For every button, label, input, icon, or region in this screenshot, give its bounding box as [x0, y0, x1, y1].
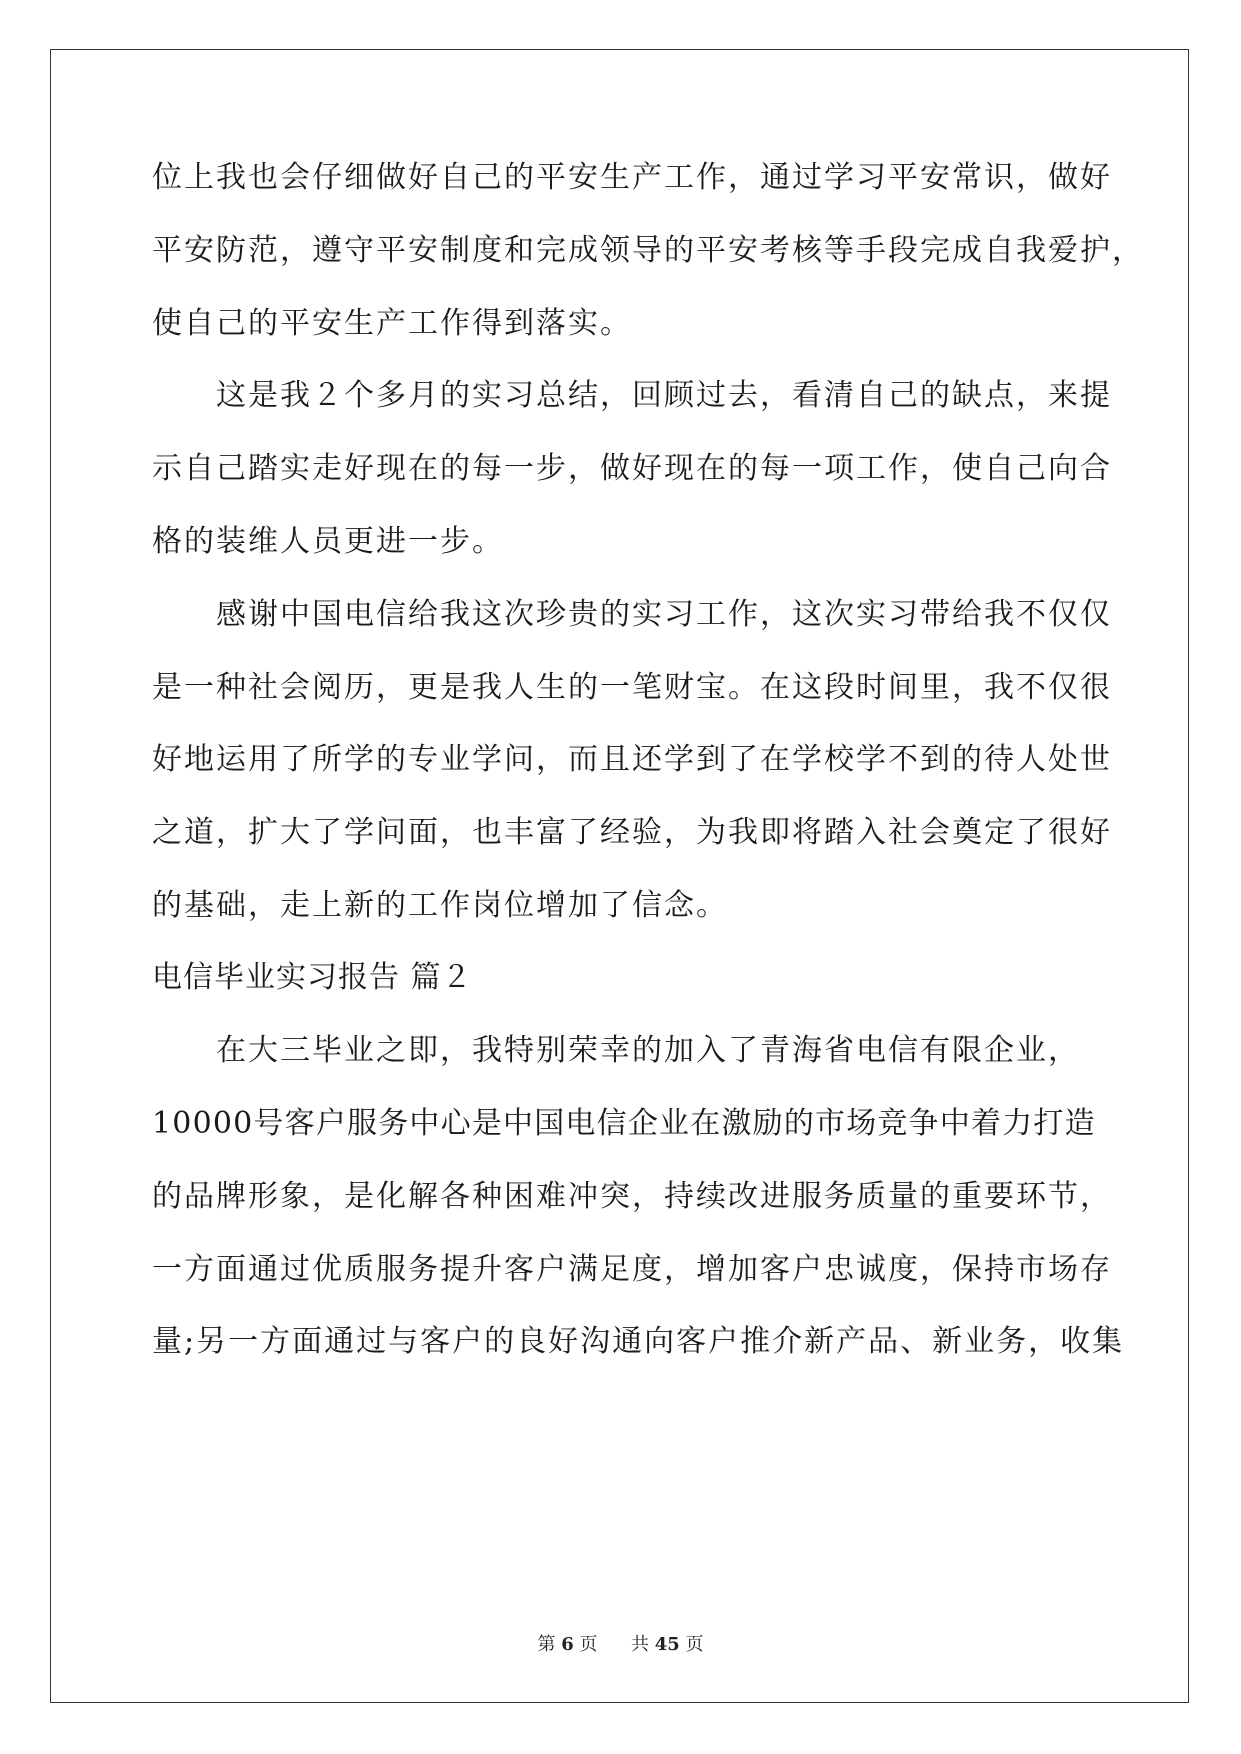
text-line: 在大三毕业之即，我特别荣幸的加入了青海省电信有限企业， [152, 1033, 1080, 1068]
footer-total-suffix: 页 [685, 1634, 704, 1655]
current-page-number: 6 [561, 1634, 574, 1655]
page-footer [0, 1633, 1241, 1657]
text-line: 的品牌形象，是化解各种困难冲突，持续改进服务质量的重要环节， [152, 1179, 1112, 1214]
section-heading: 电信毕业实习报告 篇２ [152, 960, 473, 995]
text-line: 好地运用了所学的专业学问，而且还学到了在学校学不到的待人处世 [152, 742, 1112, 777]
text-line: 格的装维人员更进一步。 [152, 524, 504, 559]
text-line: 平安防范，遵守平安制度和完成领导的平安考核等手段完成自我爱护， [152, 233, 1144, 268]
text-line: 感谢中国电信给我这次珍贵的实习工作，这次实习带给我不仅仅 [152, 597, 1112, 632]
text-line: 使自己的平安生产工作得到落实。 [152, 306, 632, 341]
text-line: 是一种社会阅历，更是我人生的一笔财宝。在这段时间里，我不仅很 [152, 670, 1112, 705]
text-line: 一方面通过优质服务提升客户满足度，增加客户忠诚度，保持市场存 [152, 1252, 1112, 1287]
text-line: 示自己踏实走好现在的每一步，做好现在的每一项工作，使自己向合 [152, 451, 1112, 486]
footer-total-prefix: 共 [630, 1634, 649, 1655]
text-line: 量;另一方面通过与客户的良好沟通向客户推介新产品、新业务，收集 [152, 1324, 1125, 1359]
text-line: 之道，扩大了学问面，也丰富了经验，为我即将踏入社会奠定了很好 [152, 815, 1112, 850]
footer-prefix: 第 [537, 1634, 556, 1655]
text-line: 位上我也会仔细做好自己的平安生产工作，通过学习平安常识，做好 [152, 160, 1112, 195]
text-line: 的基础，走上新的工作岗位增加了信念。 [152, 888, 728, 923]
text-line: 10000号客户服务中心是中国电信企业在激励的市场竞争中着力打造 [152, 1106, 1096, 1141]
text-line: 这是我２个多月的实习总结，回顾过去，看清自己的缺点，来提 [152, 378, 1112, 413]
page-border [50, 49, 1189, 1703]
footer-page-suffix: 页 [579, 1634, 598, 1655]
total-page-count: 45 [654, 1634, 680, 1655]
